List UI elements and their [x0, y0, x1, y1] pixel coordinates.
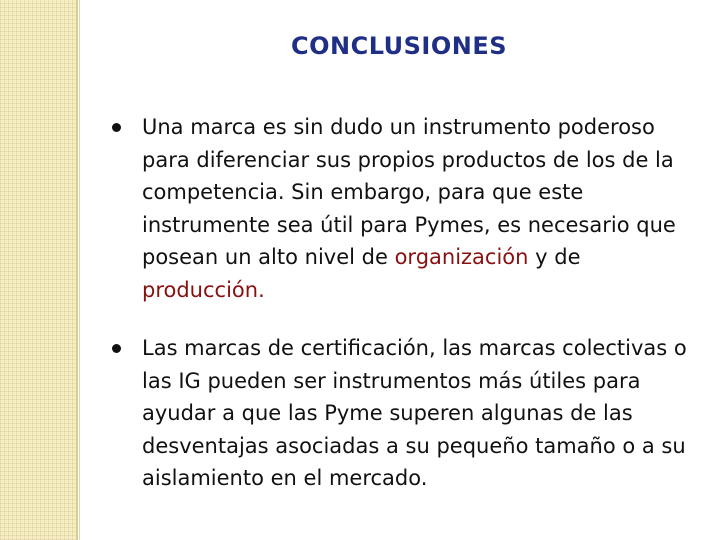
bullet-1-text-middle: y de	[528, 245, 581, 269]
bullet-1-text: Una marca es sin dudo un instrumento poderoso para diferenciar sus propios productos de los de la competencia. Sin embargo, para que este instrumente sea útil para Pymes, es necesario que posean un alto nivel de	[142, 115, 676, 269]
bullet-item-2	[112, 332, 708, 495]
slide-title: CONCLUSIONES	[290, 32, 508, 60]
bullet-1-highlight-organizacion: organización	[394, 245, 529, 269]
bullet-list	[112, 111, 708, 521]
bullet-dot-icon	[112, 123, 121, 132]
bullet-1-highlight-produccion: producción.	[142, 277, 265, 302]
bullet-dot-icon	[112, 344, 121, 353]
bullet-2-text: Las marcas de certificación, las marcas colectivas o las IG pueden ser instrumentos más útiles para ayudar a que las Pyme superen algunas de las desventajas asociadas a su pequeño tamaño o a su aislamiento en el mercado.	[142, 336, 687, 490]
decorative-side-strip	[0, 0, 78, 540]
bullet-item-1	[112, 111, 708, 306]
